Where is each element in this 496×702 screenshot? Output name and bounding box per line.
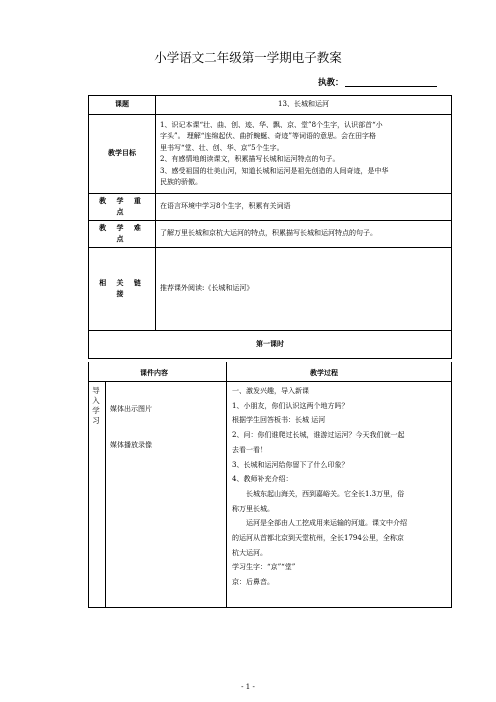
goal-line: 1、识记本课“壮、曲、创、迹、华、飘、京、堂”8个生字，认识部首“小	[160, 120, 383, 129]
links-value: 推荐课外阅读:《长城和运河》	[156, 248, 452, 331]
process-line: 称万里长城。	[232, 504, 274, 513]
teacher-label: 执教：	[318, 78, 344, 88]
document-title: 小学语文二年级第一学期电子教案	[154, 50, 342, 65]
section-title: 第一课时	[89, 331, 452, 359]
row-section	[89, 331, 452, 359]
key-point-value: 在语言环境中学习8个生字，积累有关词语	[156, 194, 452, 221]
goals-value	[156, 115, 452, 194]
row-key-point	[89, 194, 452, 221]
process-line: 一、激发兴趣，导入新课	[232, 387, 309, 395]
row-links	[89, 248, 452, 331]
process-line: 4、教师补充介绍：	[232, 475, 293, 484]
header-divider	[88, 381, 452, 382]
topic-value: 13、长城和运河	[156, 96, 452, 115]
process-line: 杭大运河。	[232, 548, 267, 557]
process-header: 教学过程	[310, 369, 338, 377]
process-line: 学习生字：“京”“堂”	[232, 563, 296, 572]
page-number: - 1 -	[241, 683, 255, 691]
process-line: 运河是全部由人工挖成用来运输的河道。课文中介绍	[246, 519, 407, 528]
goal-line: 民族的骄傲。	[160, 178, 202, 186]
difficulty-label: 教 学 难 点	[89, 221, 156, 248]
goals-label: 教学目标	[89, 115, 156, 194]
media-show-pictures: 媒体出示图片	[110, 405, 152, 413]
process-line: 京：后鼻音。	[232, 578, 274, 587]
process-line: 2、问：你们谁爬过长城，谁游过运河？今天我们就一起	[232, 431, 405, 440]
stage-char: 入	[92, 396, 100, 405]
goal-line: 3、感受祖国的壮美山河，知道长城和运河是祖先创造的人间奇迹，是中华	[160, 166, 389, 175]
stage-char: 习	[92, 416, 100, 425]
teaching-process	[232, 384, 446, 590]
media-play-video: 媒体播放录像	[110, 441, 152, 449]
stage-char: 导	[92, 386, 100, 395]
key-point-label: 教 学 重 点	[89, 194, 156, 221]
process-line: 长城东起山海关，西到嘉峪关。它全长1.3万里，俗	[246, 489, 405, 498]
row-goals	[89, 115, 452, 194]
row-topic	[89, 96, 452, 115]
column-divider	[226, 362, 227, 608]
stage-label	[91, 386, 101, 426]
row-difficulty	[89, 221, 452, 248]
topic-label: 课题	[89, 96, 156, 115]
lesson-info-table	[88, 95, 452, 359]
links-label: 相 关 链 接	[89, 248, 156, 331]
goal-line: 里书写“堂、壮、创、华、京”5个生字。	[160, 143, 284, 152]
difficulty-value: 了解万里长城和京杭大运河的特点，积累描写长城和运河特点的句子。	[156, 221, 452, 248]
process-line: 3、长城和运河给你留下了什么印象？	[232, 460, 349, 469]
process-line: 1、小朋友，你们认识这两个地方吗？	[232, 401, 349, 410]
process-line: 去看一看！	[232, 445, 267, 454]
stage-char: 学	[92, 406, 100, 415]
goal-line: 字头”。 理解“连绵起伏、曲折蜿蜒、奇迹”等词语的意思。会在田字格	[160, 132, 376, 140]
process-line: 的运河从首都北京到天堂杭州，全长1794公里，全称京	[232, 534, 404, 543]
goal-line: 2、有感情地朗读课文，积累描写长城和运河特点的句子。	[160, 155, 340, 163]
teacher-signature-line	[345, 86, 437, 87]
process-line: 根据学生回答板书：长城 运河	[232, 416, 326, 425]
stage-divider	[105, 381, 106, 608]
courseware-header: 课件内容	[140, 369, 168, 377]
